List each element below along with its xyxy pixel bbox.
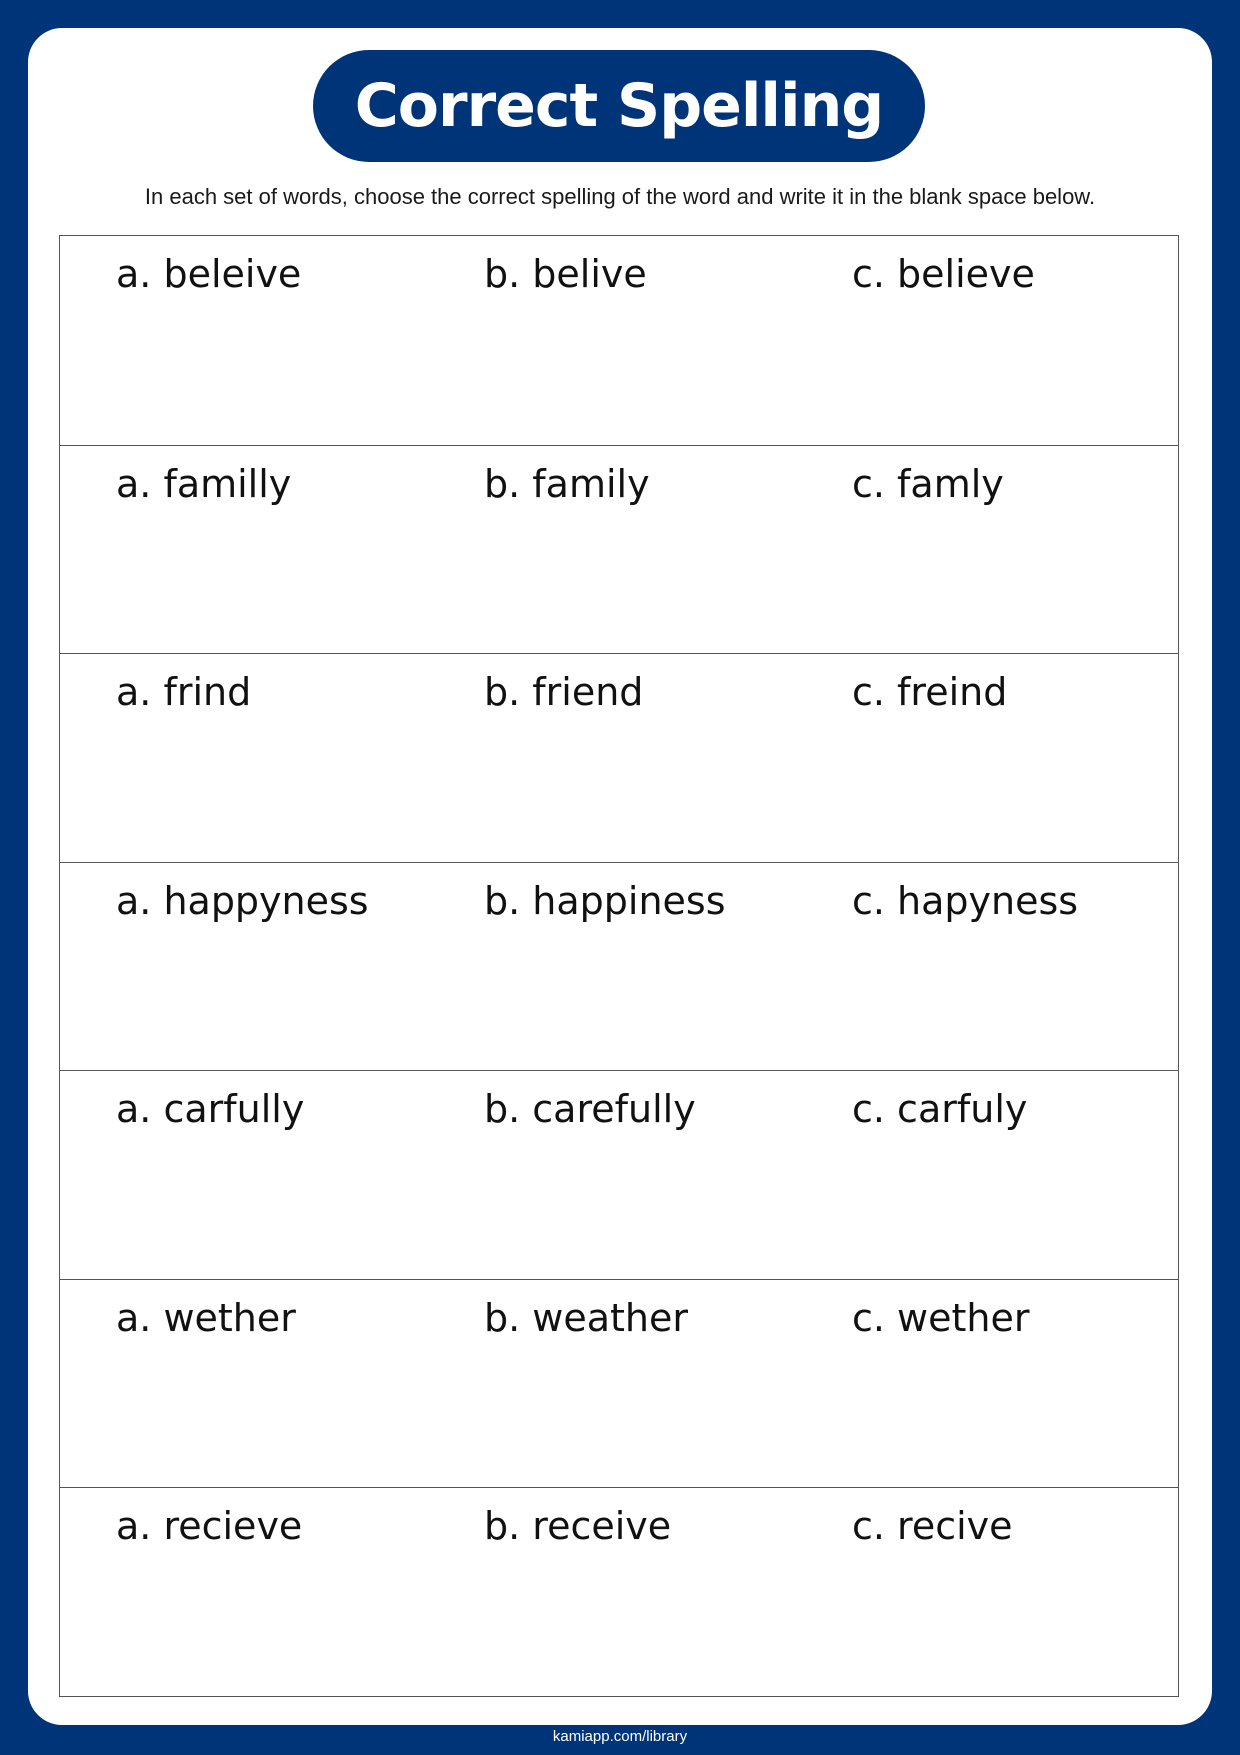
option-a: a. wether [116, 1295, 296, 1340]
option-c: c. wether [852, 1295, 1030, 1340]
option-b: b. belive [484, 252, 647, 296]
option-c: c. recive [852, 1504, 1013, 1548]
instructions-text: In each set of words, choose the correct spelling of the word and write it in the blank space below. [144, 184, 1096, 209]
page-title: Correct Spelling [354, 71, 884, 141]
option-b: b. carefully [484, 1087, 696, 1131]
option-a: a. familly [116, 461, 292, 506]
option-c: c. carfuly [852, 1087, 1028, 1131]
word-set-row[interactable] [60, 445, 1178, 654]
option-b: b. family [484, 461, 650, 506]
worksheet-card [28, 28, 1212, 1725]
option-c: c. famly [852, 461, 1004, 506]
option-c: c. freind [852, 670, 1008, 714]
option-b: b. weather [484, 1295, 689, 1340]
option-c: c. believe [852, 252, 1035, 296]
option-a: a. beleive [116, 252, 302, 296]
word-set-row[interactable] [60, 1279, 1178, 1488]
option-a: a. carfully [116, 1087, 305, 1131]
option-b: b. happiness [484, 878, 726, 923]
word-set-row[interactable] [60, 236, 1178, 445]
option-a: a. recieve [116, 1504, 303, 1548]
title-banner [313, 50, 925, 162]
word-set-row[interactable] [60, 1487, 1178, 1696]
option-b: b. receive [484, 1504, 672, 1548]
footer-link[interactable]: kamiapp.com/library [552, 1728, 688, 1745]
word-set-row[interactable] [60, 653, 1178, 862]
option-b: b. friend [484, 670, 644, 714]
option-a: a. frind [116, 670, 252, 714]
word-set-row[interactable] [60, 1070, 1178, 1279]
option-a: a. happyness [116, 878, 369, 923]
word-set-row[interactable] [60, 862, 1178, 1071]
option-c: c. hapyness [852, 878, 1079, 923]
spelling-table [59, 235, 1179, 1697]
